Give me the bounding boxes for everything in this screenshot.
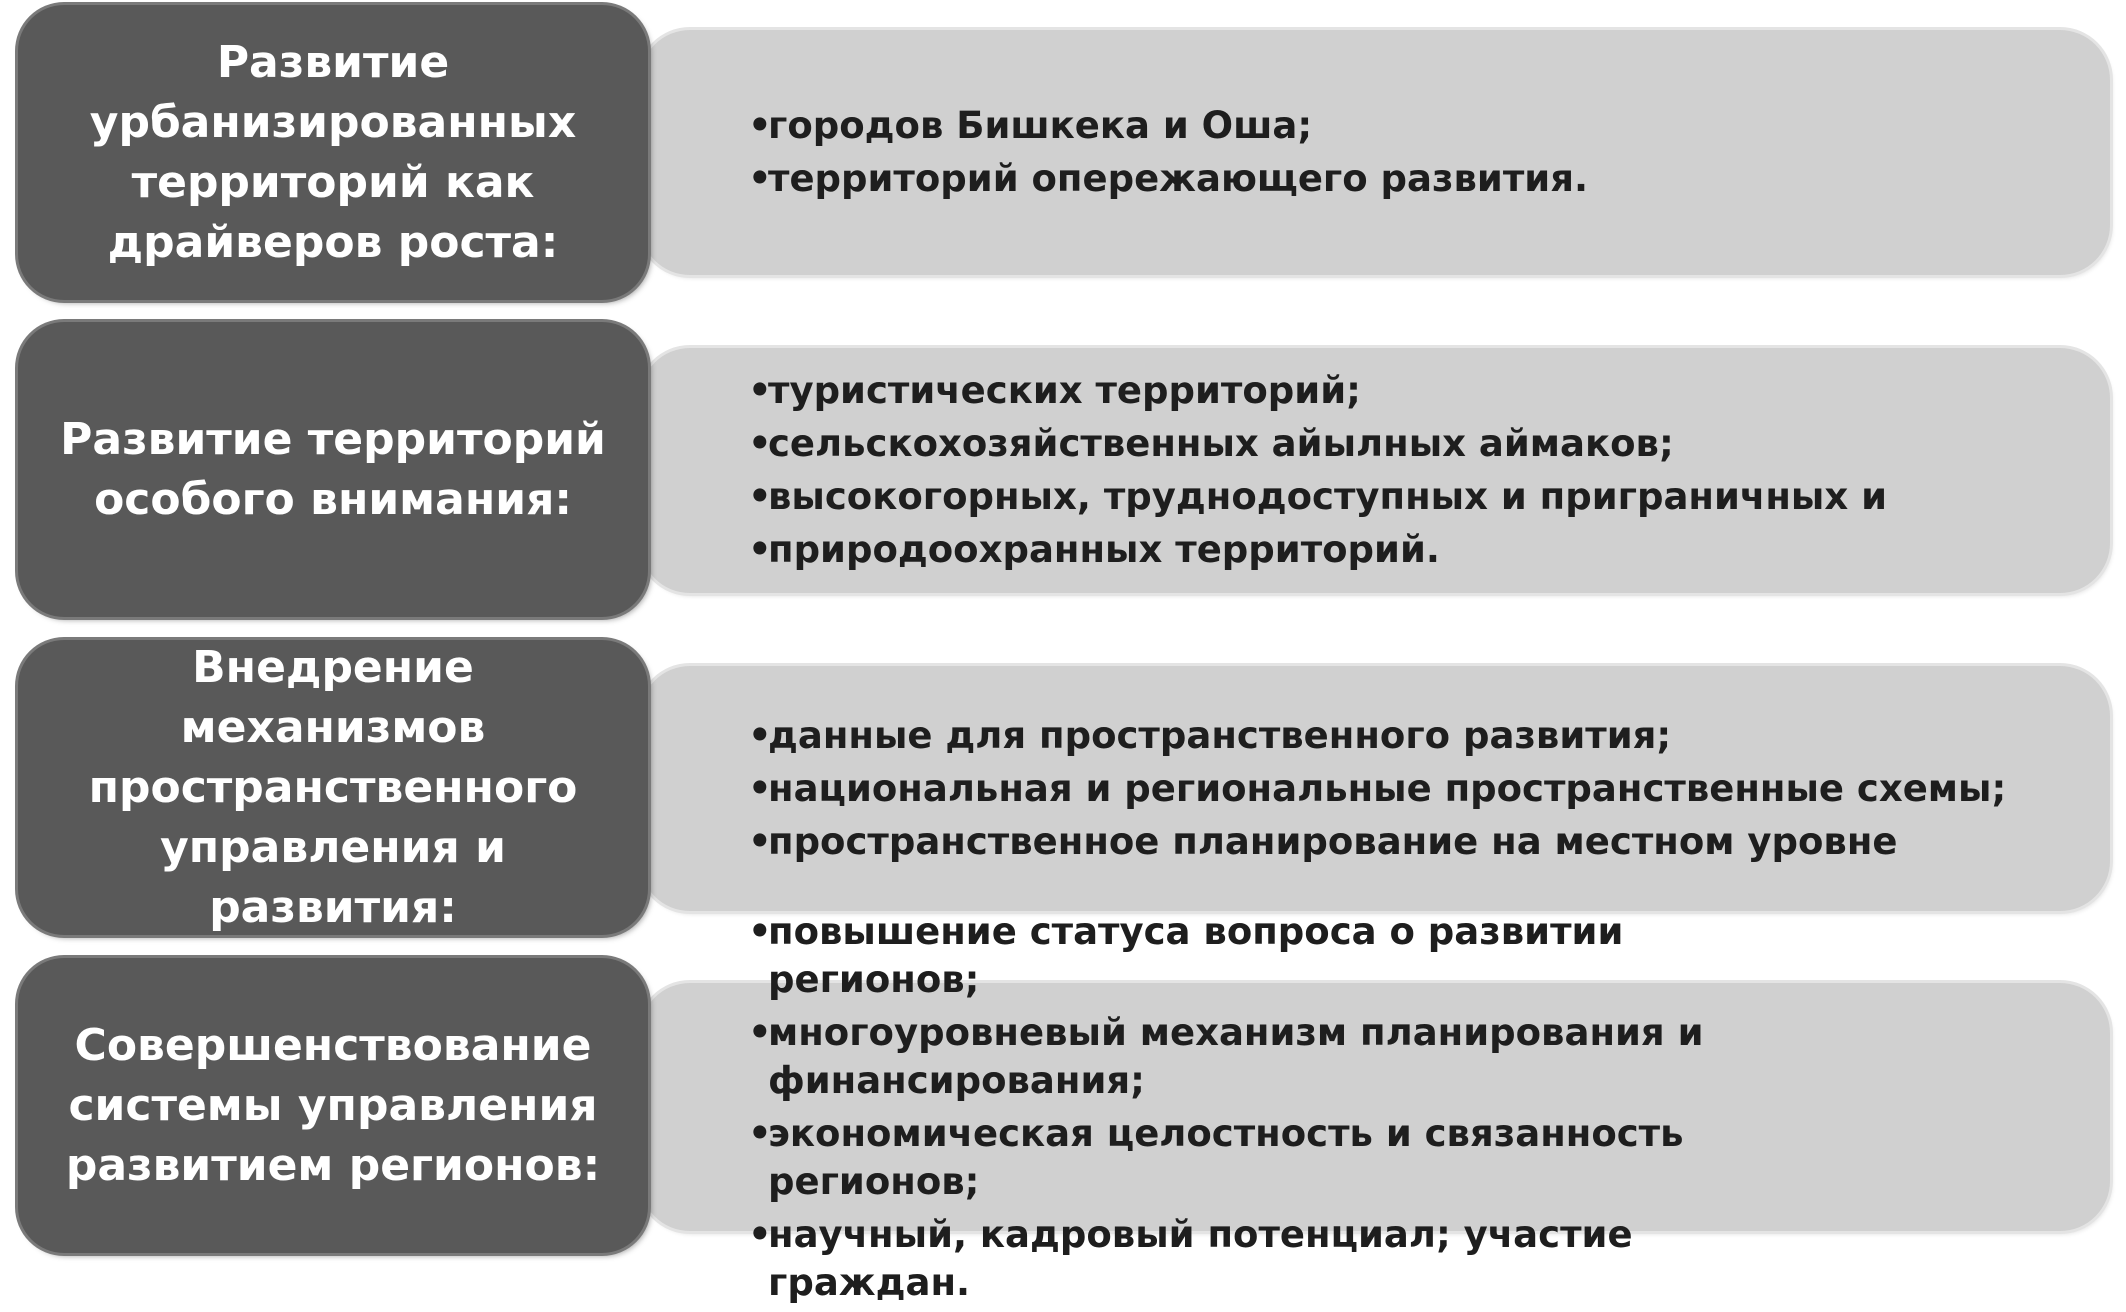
block-4-heading-box [18,958,648,1253]
bullet-icon: • [748,713,772,757]
bullet-icon: • [748,819,772,863]
block-2-heading-box [18,322,648,617]
bullet-icon: • [748,766,772,810]
block-2-item-2: •сельскохозяйственных айылных аймаков; [748,420,2110,468]
bullet-icon: • [748,475,772,518]
block-4-item-3: •экономическая целостность и связанность регионов; [748,1111,1684,1203]
block-3-items-box [640,666,2110,911]
bullet-icon: • [748,1111,772,1155]
block-2-item-3: •высокогорных, труднодоступных и приграничных и [748,473,2110,521]
bullet-icon: • [748,1010,772,1054]
block-1-item-1: •городов Бишкека и Оша; [748,102,2110,150]
bullet-icon: • [748,1212,772,1256]
bullet-icon: • [748,422,772,465]
block-2-items-list [748,362,2110,579]
block-3-item-2: •национальная и региональные пространственные схемы; [748,765,2110,813]
block-2-items-box [640,348,2110,593]
block-1-items-box [640,30,2110,275]
block-2-item-1: •туристических территорий; [748,367,2110,415]
block-3-items-list [748,707,2110,871]
block-2-heading: Развитие территорий особого внимания: [60,413,606,525]
block-3-heading-box [18,640,648,935]
block-3-item-3: •пространственное планирование на местном уровне [748,818,2110,866]
block-4-items-list [748,903,1828,1312]
block-3-item-1: •данные для пространственного развития; [748,712,2110,760]
block-4-item-2: •многоуровневый механизм планирования и финансирования; [748,1010,1704,1102]
bullet-icon: • [748,909,772,953]
block-2-item-4: •природоохранных территорий. [748,526,2110,574]
bullet-icon: • [748,104,772,147]
bullet-icon: • [748,528,772,571]
bullet-icon: • [748,369,772,412]
bullet-icon: • [748,157,772,200]
block-4-heading: Совершенствование системы управления развитием регионов: [65,1019,601,1191]
block-1-items-list [748,97,2110,208]
block-1-heading-box [18,5,648,300]
block-1-item-2: •территорий опережающего развития. [748,155,2110,203]
block-4-item-4: •научный, кадровый потенциал; участие граждан. [748,1212,1633,1304]
block-1-heading: Развитие урбанизированных территорий как драйверов роста: [89,36,577,268]
block-4-item-1: •повышение статуса вопроса о развитии регионов; [748,909,1624,1001]
block-4-items-box [640,909,2110,1304]
block-3-heading: Внедрение механизмов пространственного управления и развития: [88,641,578,933]
